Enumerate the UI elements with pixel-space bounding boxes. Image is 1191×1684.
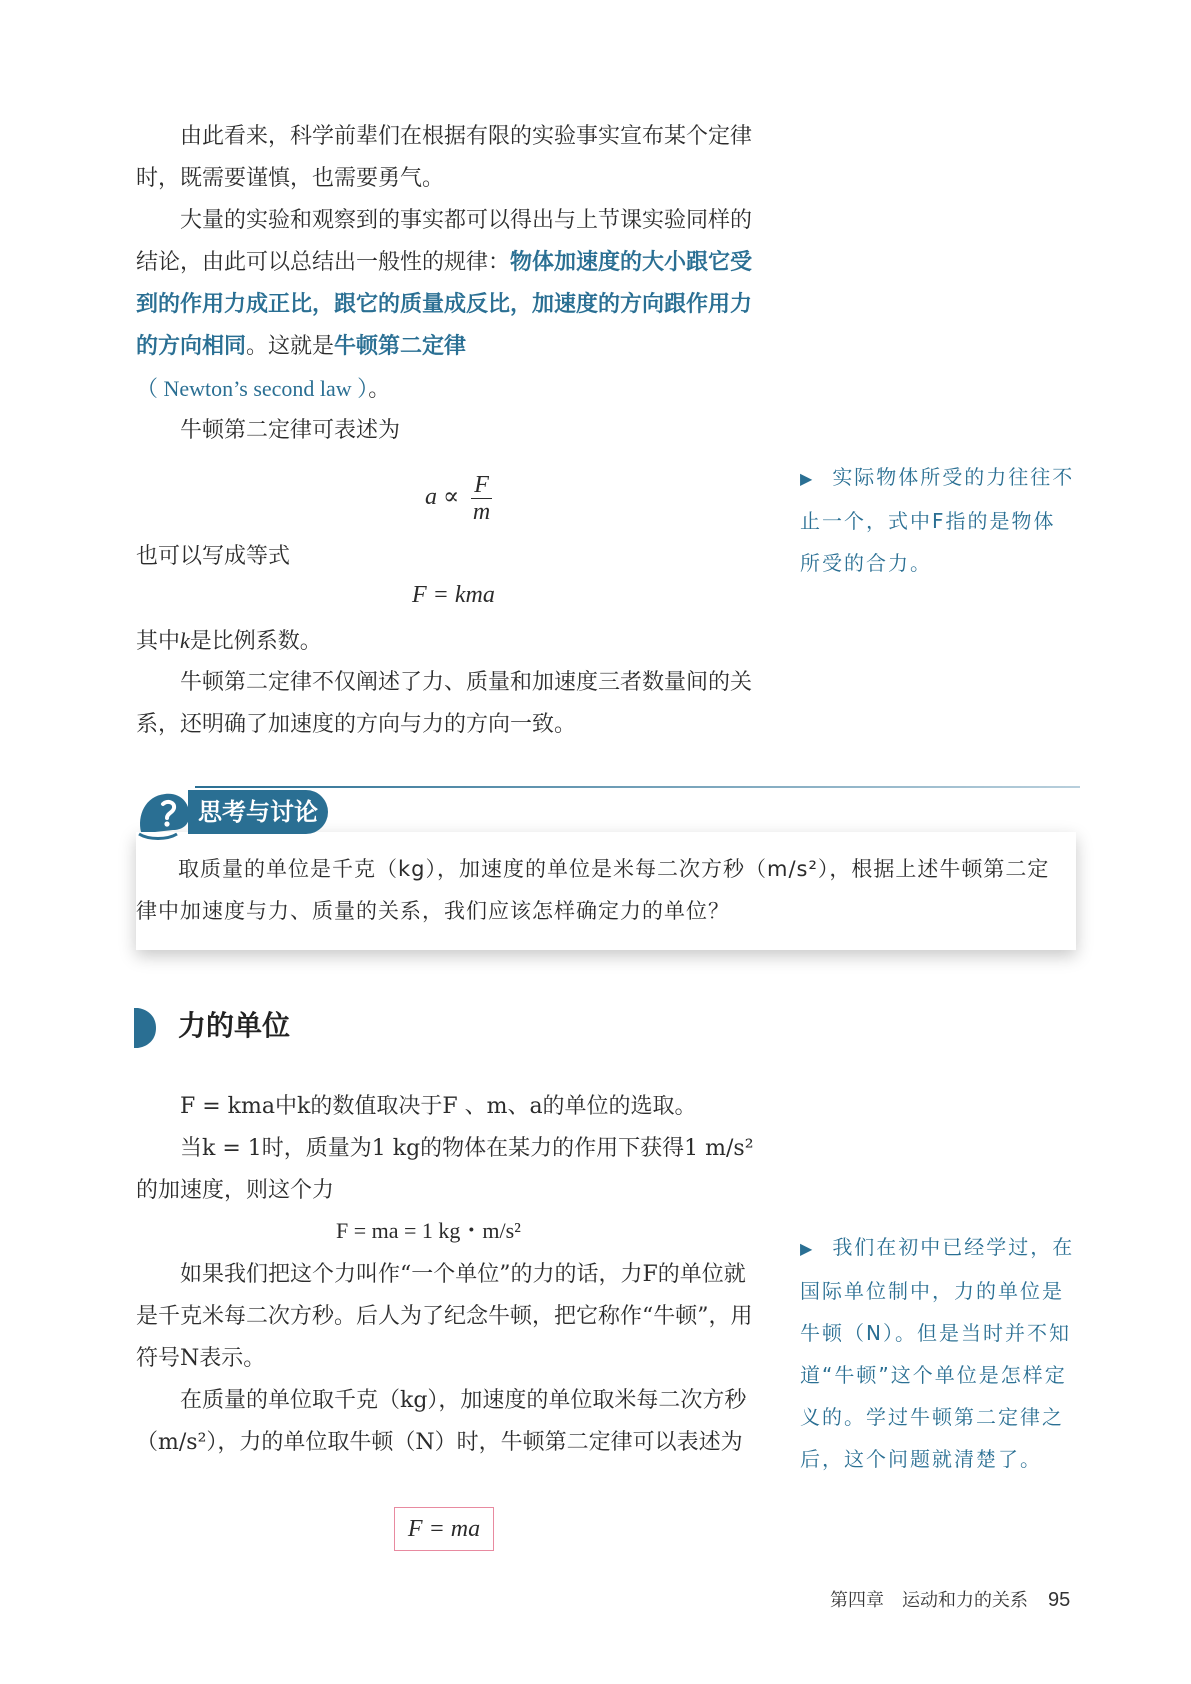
paragraph-express: 牛顿第二定律可表述为 <box>180 418 401 443</box>
section-paragraph-1: F = kma中k的数值取决于F 、m、a的单位的选取。 <box>180 1094 697 1119</box>
section-paragraph-4: 在质量的单位取千克（kg），加速度的单位取米每二次方秒（m/s²），力的单位取牛顿（N）时，牛顿第二定律可以表述为 <box>136 1388 747 1455</box>
law-name: 牛顿第二定律 <box>334 334 467 359</box>
think-question: 取质量的单位是千克（kg），加速度的单位是米每二次方秒（m/s²），根据上述牛顿第二定律中加速度与力、质量的关系，我们应该怎样确定力的单位？ <box>136 857 1050 923</box>
think-tag: 思考与讨论 <box>188 790 328 834</box>
paragraph-1: 由此看来，科学前辈们在根据有限的实验事实宣布某个定律时，既需要谨慎，也需要勇气。 <box>136 124 753 191</box>
section-paragraph-2: 当k = 1时，质量为1 kg的物体在某力的作用下获得1 m/s²的加速度，则这个力 <box>136 1136 754 1203</box>
law-mid-text: 。这就是 <box>246 334 335 359</box>
formula-fraction <box>471 472 492 525</box>
section-marker-icon <box>134 1008 156 1048</box>
law-english-name: （ Newton’s second law ） <box>136 376 369 401</box>
law-lead-text: 大量的实验和观察到的事实都可以得出与上节课实验同样的结论，由此可以总结出一般性的规律： <box>136 208 753 275</box>
formula-proportional <box>425 472 492 525</box>
side-note-net-force <box>800 456 1075 584</box>
side-note-1-text: 实际物体所受的力往往不止一个，式中F指的是物体所受的合力。 <box>800 465 1075 575</box>
paragraph-coefficient <box>136 620 756 663</box>
question-head-icon <box>133 786 195 842</box>
triangle-bullet-icon: ▶ <box>800 469 815 488</box>
fraction-numerator: F <box>471 472 492 499</box>
paragraph-law <box>136 200 756 411</box>
think-divider <box>195 786 1080 788</box>
law-statement: 物体加速度的大小跟它受到的作用力成正比，跟它的质量成反比，加速度的方向跟作用力的方向相同 <box>136 250 753 359</box>
fraction-denominator: m <box>472 499 491 525</box>
coefficient-text-a: 其中 <box>136 629 181 654</box>
section-title: 力的单位 <box>178 1009 291 1042</box>
chapter-title: 第四章 运动和力的关系 <box>830 1590 1028 1611</box>
boxed-formula: F = ma <box>394 1507 494 1551</box>
side-note-2-text: 我们在初中已经学过，在国际单位制中，力的单位是牛顿（N）。但是当时并不知道“牛顿”这个单位是怎样定义的。学过牛顿第二定律之后，这个问题就清楚了。 <box>800 1235 1075 1471</box>
law-end-text: 。 <box>368 377 391 402</box>
paragraph-summary: 牛顿第二定律不仅阐述了力、质量和加速度三者数量间的关系，还明确了加速度的方向与力的方向一致。 <box>136 670 753 737</box>
formula-kma: F = kma <box>412 582 495 608</box>
coefficient-symbol: k <box>180 628 190 653</box>
formula-newton-unit: F = ma = 1 kg・m/s² <box>336 1218 521 1243</box>
page-footer <box>830 1586 1070 1612</box>
side-note-newton-unit <box>800 1226 1075 1480</box>
paragraph-equation-intro: 也可以写成等式 <box>136 544 291 569</box>
page-number: 95 <box>1048 1589 1071 1611</box>
formula-prop-left: a ∝ <box>425 484 460 511</box>
section-paragraph-3: 如果我们把这个力叫作“一个单位”的力的话，力F的单位就是千克米每二次方秒。后人为了纪念牛顿，把它称作“牛顿”，用符号N表示。 <box>136 1262 753 1371</box>
coefficient-text-b: 是比例系数。 <box>189 629 322 654</box>
triangle-bullet-icon: ▶ <box>800 1239 815 1258</box>
